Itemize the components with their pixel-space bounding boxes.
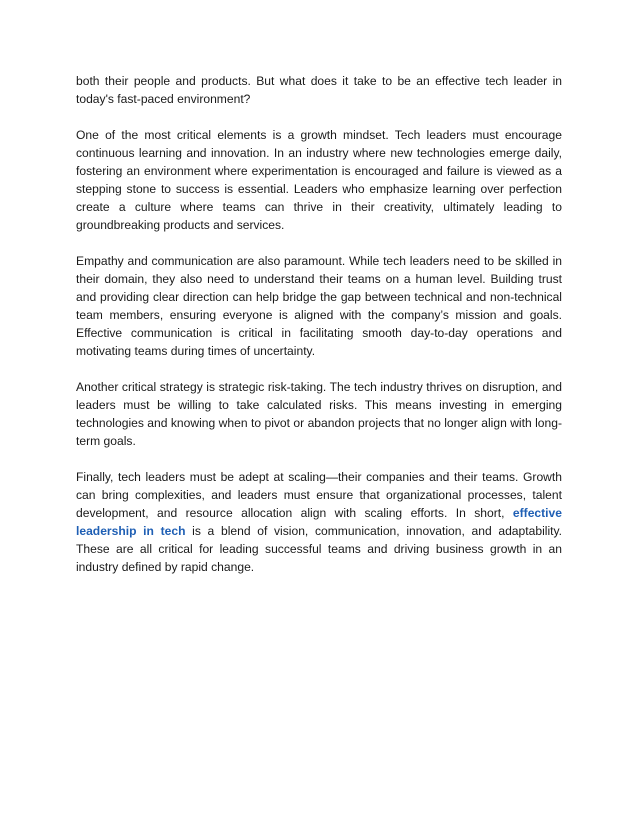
paragraph-empathy-communication: Empathy and communication are also paramount. While tech leaders need to be skilled in their domain, they also need to understand their teams on a human level. Building trust and providing clear direction can help bridge the gap between technical and non-technical team members, ensuring everyone is aligned with the company’s mission and goals. Effective communication is critical in facilitating smooth day-to-day operations and motivating teams during times of uncertainty.	[76, 254, 562, 358]
document-body	[76, 72, 562, 594]
paragraph-risk-taking: Another critical strategy is strategic risk-taking. The tech industry thrives on disruption, and leaders must be willing to take calculated risks. This means investing in emerging technologies and knowing when to pivot or abandon projects that no longer align with long-term goals.	[76, 380, 562, 448]
paragraph-growth-mindset: One of the most critical elements is a growth mindset. Tech leaders must encourage continuous learning and innovation. In an industry where new technologies emerge daily, fostering an environment where experimentation is encouraged and failure is viewed as a stepping stone to success is essential. Leaders who emphasize learning over perfection create a culture where teams can thrive in their creativity, ultimately leading to groundbreaking products and services.	[76, 128, 562, 232]
paragraph-scaling-after: is a blend of vision, communication, innovation, and adaptability. These are all critical for leading successful teams and driving business growth in an industry defined by rapid change.	[76, 524, 562, 574]
paragraph-scaling-before: Finally, tech leaders must be adept at scaling—their companies and their teams. Growth can bring complexities, and leaders must ensure that organizational processes, talent development, and resource allocation align with scaling efforts. In short,	[76, 470, 562, 520]
effective-leadership-link[interactable]: effective leadership in tech	[76, 506, 562, 538]
paragraph-scaling	[76, 468, 562, 576]
paragraph-intro: both their people and products. But what does it take to be an effective tech leader in today's fast-paced environment?	[76, 74, 562, 106]
